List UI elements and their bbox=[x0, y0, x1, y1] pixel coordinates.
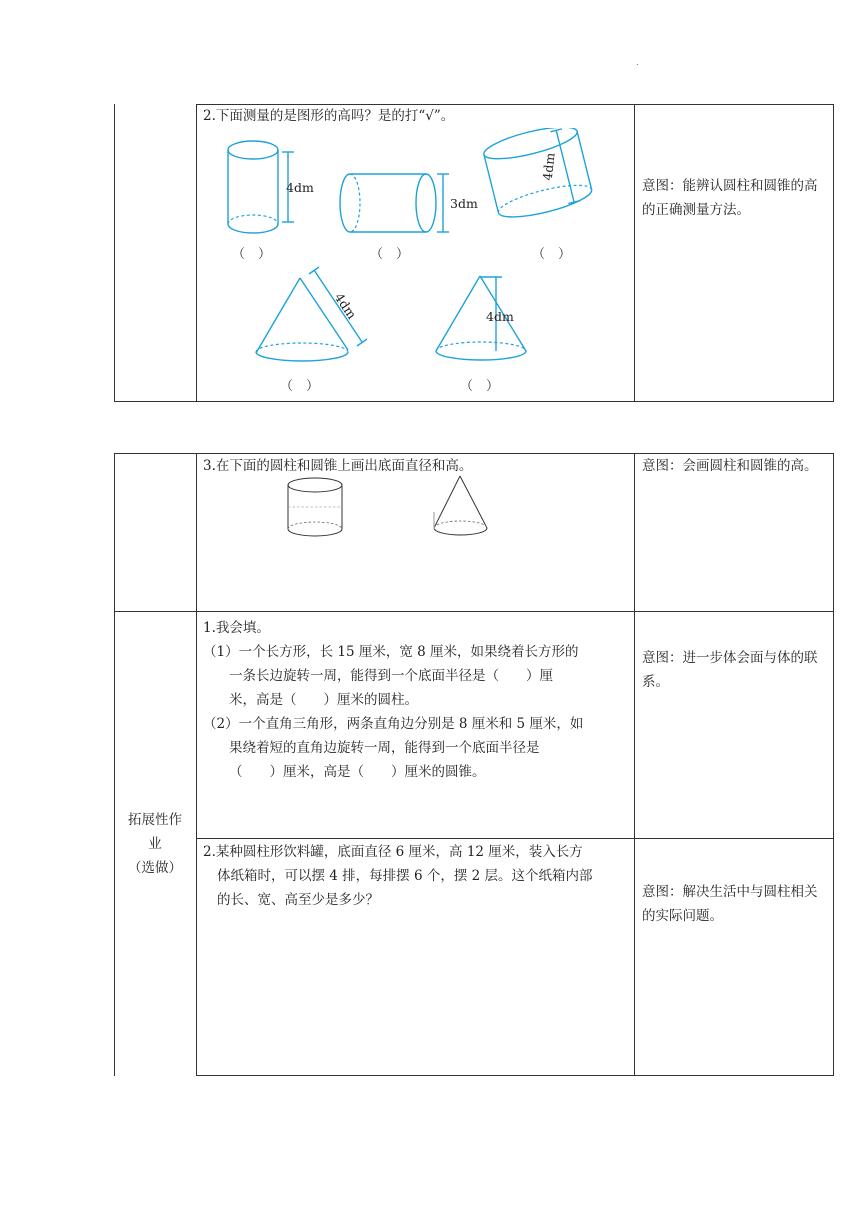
ext1-item2-line3: （ ）厘米，高是（ ）厘米的圆锥。 bbox=[229, 764, 486, 780]
answer-blank-5[interactable]: （ ） bbox=[460, 379, 500, 394]
page-mark: . bbox=[636, 58, 639, 67]
label-4dm-3: 4dm bbox=[331, 290, 360, 322]
ext1-title: 1.我会填。 bbox=[203, 620, 270, 636]
q3-figures bbox=[280, 474, 510, 544]
q2-figures bbox=[196, 128, 634, 398]
label-4dm-4: 4dm bbox=[486, 309, 514, 324]
ext1-content bbox=[203, 616, 631, 784]
ext2-intent: 意图：解决生活中与圆柱相关的实际问题。 bbox=[642, 884, 818, 924]
q3-question: 3.在下面的圆柱和圆锥上画出底面直径和高。 bbox=[203, 458, 473, 474]
label-4dm-1: 4dm bbox=[286, 180, 314, 195]
ext2-line1: 2.某种圆柱形饮料罐，底面直径 6 厘米，高 12 厘米，装入长方 bbox=[203, 844, 583, 860]
cylinder-horizontal-figure bbox=[340, 174, 478, 232]
answer-blank-3[interactable]: （ ） bbox=[532, 247, 572, 262]
cylinder-tilted-figure bbox=[481, 128, 594, 223]
section-label-line-2: 业 bbox=[148, 836, 162, 852]
label-4dm-2: 4dm bbox=[539, 151, 558, 182]
ext1-item1-line1: （1）一个长方形，长 15 厘米，宽 8 厘米，如果绕着长方形的 bbox=[203, 644, 579, 660]
answer-blank-2[interactable]: （ ） bbox=[370, 247, 410, 262]
answer-blank-1[interactable]: （ ） bbox=[232, 247, 272, 262]
ext2-content bbox=[203, 840, 631, 912]
answer-blank-4[interactable]: （ ） bbox=[280, 379, 320, 394]
cone-slant-figure bbox=[256, 267, 367, 361]
ext1-item2-line2: 果绕着短的直角边旋转一周，能得到一个底面半径是 bbox=[229, 740, 540, 756]
ext1-intent: 意图：进一步体会面与体的联系。 bbox=[642, 650, 818, 690]
ext2-line2: 体纸箱时，可以摆 4 排，每排摆 6 个，摆 2 层。这个纸箱内部 bbox=[217, 868, 593, 884]
ext2-line3: 的长、宽、高至少是多少？ bbox=[217, 892, 379, 908]
ext1-item2-line1: （2）一个直角三角形，两条直角边分别是 8 厘米和 5 厘米，如 bbox=[203, 716, 584, 732]
section-label-extended bbox=[114, 808, 196, 880]
section-label-line-3: （选做） bbox=[128, 860, 182, 876]
cone-height-figure bbox=[436, 276, 526, 360]
q2-intent: 意图：能辨认圆柱和圆锥的高的正确测量方法。 bbox=[642, 178, 818, 218]
ext1-item1-line3: 米，高是（ ）厘米的圆柱。 bbox=[229, 692, 418, 708]
ext1-item1-line2: 一条长边旋转一周，能得到一个底面半径是（ ）厘 bbox=[229, 668, 553, 684]
section-label-line-1: 拓展性作 bbox=[128, 812, 182, 828]
cylinder-outline-figure bbox=[288, 478, 342, 536]
label-3dm: 3dm bbox=[450, 196, 478, 211]
q2-question: 2.下面测量的是图形的高吗？是的打“√”。 bbox=[203, 108, 455, 124]
q3-intent: 意图：会画圆柱和圆锥的高。 bbox=[642, 458, 818, 474]
cylinder-upright-figure bbox=[228, 141, 314, 233]
cone-outline-figure bbox=[434, 476, 487, 535]
